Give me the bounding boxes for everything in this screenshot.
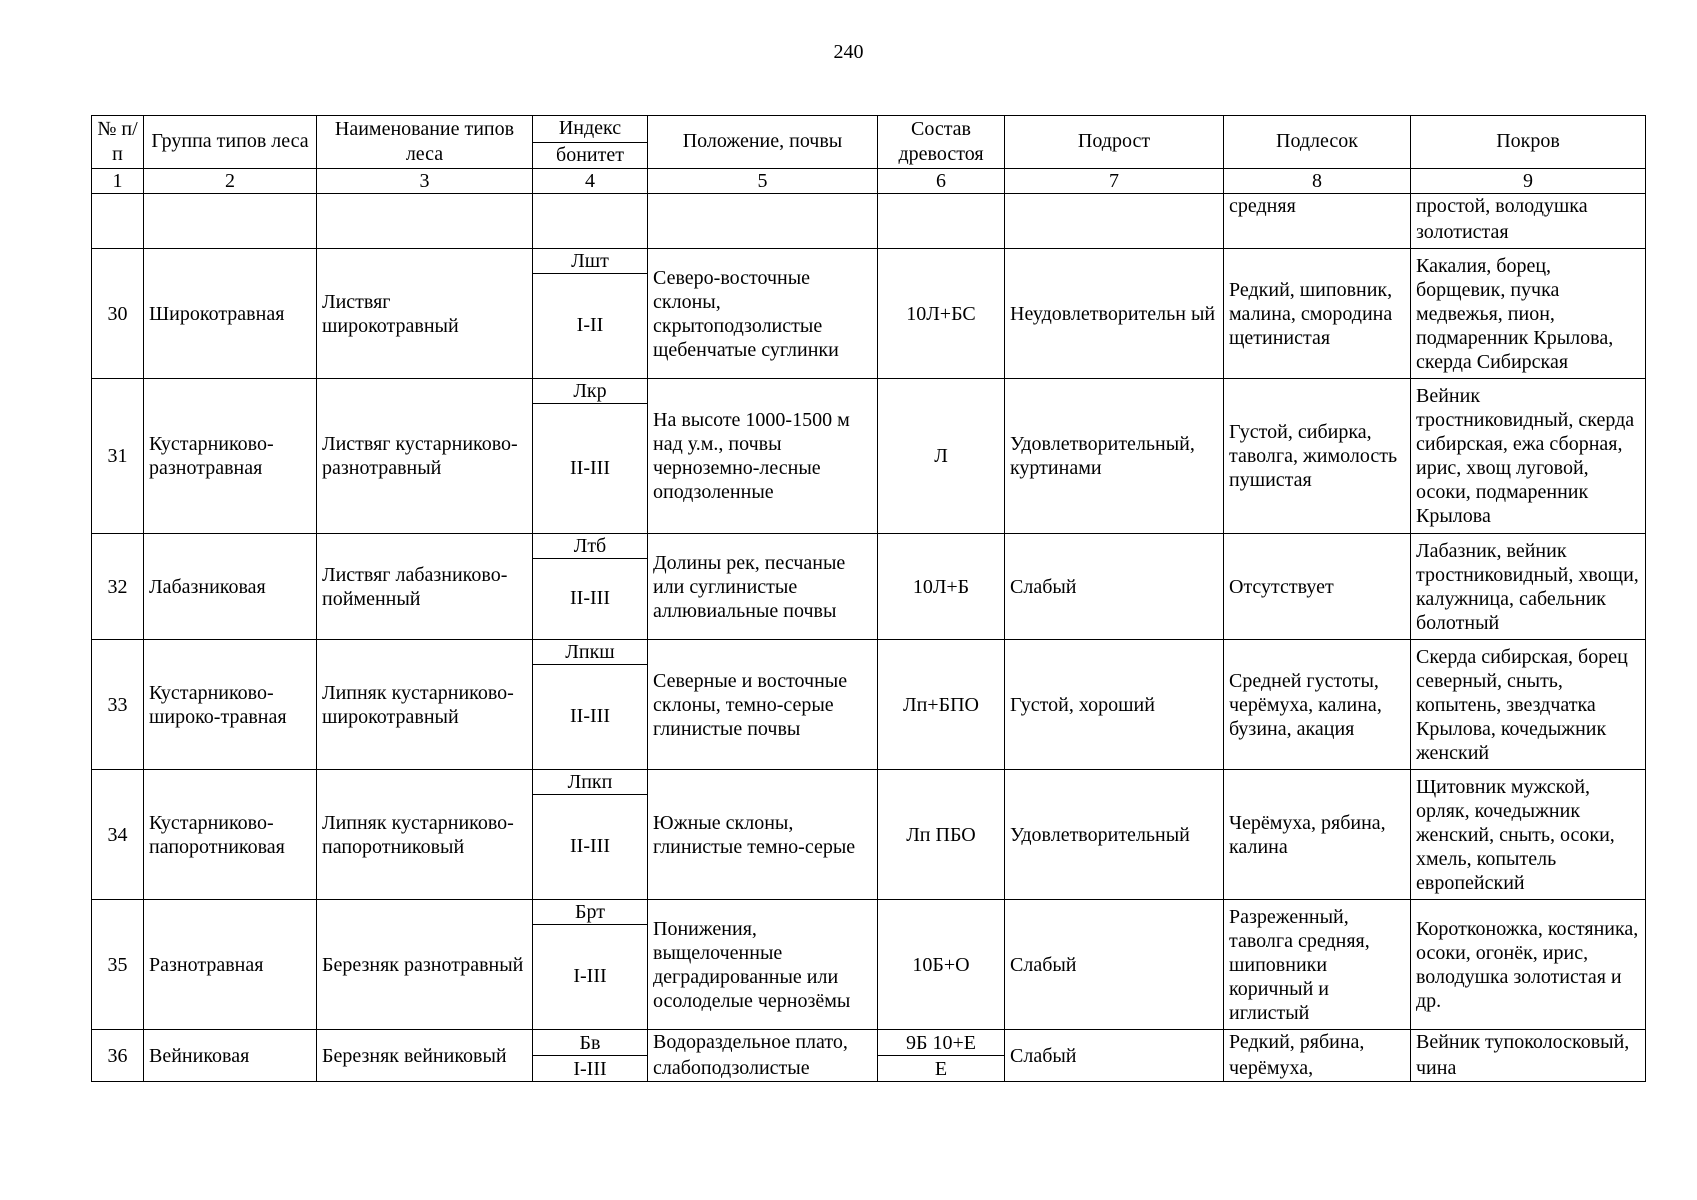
table-cell bbox=[317, 194, 533, 249]
header-col-group: Группа типов леса bbox=[144, 116, 317, 169]
table-cell bbox=[533, 194, 648, 249]
cell-podlesok: Средней густоты, черёмуха, калина, бузина, акация bbox=[1224, 640, 1411, 770]
column-number: 7 bbox=[1005, 169, 1224, 194]
cell-podrost: Густой, хороший bbox=[1005, 640, 1224, 770]
cell-pokrov: Скерда сибирская, борец северный, сныть, копытень, звездчатка Крылова, кочедыжник женский bbox=[1411, 640, 1646, 770]
header-col-num: № п/п bbox=[92, 116, 144, 169]
cell-pokrov: простой, володушка золотистая bbox=[1411, 194, 1646, 249]
header-col-podrost: Подрост bbox=[1005, 116, 1224, 169]
column-number: 4 bbox=[533, 169, 648, 194]
column-number: 8 bbox=[1224, 169, 1411, 194]
cell-pokrov: Вейник тупоколосковый, чина bbox=[1411, 1030, 1646, 1082]
cell-group: Вейниковая bbox=[144, 1030, 317, 1082]
cell-index: Лкр bbox=[533, 379, 648, 404]
column-number: 5 bbox=[648, 169, 878, 194]
cell-name: Липняк кустарниково-широкотравный bbox=[317, 640, 533, 770]
header-col-name: Наименование типов леса bbox=[317, 116, 533, 169]
cell-podlesok: Редкий, рябина, черёмуха, bbox=[1224, 1030, 1411, 1082]
table-cell bbox=[92, 194, 144, 249]
cell-group: Кустарниково-широко-травная bbox=[144, 640, 317, 770]
table-row bbox=[92, 770, 1646, 795]
cell-bonitet: I-III bbox=[533, 925, 648, 1030]
cell-index: Лшт bbox=[533, 249, 648, 274]
cell-group: Широкотравная bbox=[144, 249, 317, 379]
cell-num: 33 bbox=[92, 640, 144, 770]
header-col-podlesok: Подлесок bbox=[1224, 116, 1411, 169]
table-cell bbox=[1005, 194, 1224, 249]
cell-group: Кустарниково-папоротниковая bbox=[144, 770, 317, 900]
cell-composition: 10Б+О bbox=[878, 900, 1005, 1030]
cell-name: Березняк разнотравный bbox=[317, 900, 533, 1030]
cell-name: Липняк кустарниково-папоротниковый bbox=[317, 770, 533, 900]
cell-bonitet: II-III bbox=[533, 795, 648, 900]
column-number: 9 bbox=[1411, 169, 1646, 194]
cell-group: Кустарниково-разнотравная bbox=[144, 379, 317, 534]
cell-podrost: Удовлетворительный bbox=[1005, 770, 1224, 900]
table-cell bbox=[144, 194, 317, 249]
cell-composition: Е bbox=[878, 1056, 1005, 1082]
table-row bbox=[92, 900, 1646, 925]
cell-pokrov: Щитовник мужской, орляк, кочедыжник женский, сныть, осоки, хмель, копытель европейский bbox=[1411, 770, 1646, 900]
cell-podrost: Слабый bbox=[1005, 900, 1224, 1030]
table-row bbox=[92, 640, 1646, 665]
cell-podlesok: Разреженный, таволга средняя, шиповники коричный и иглистый bbox=[1224, 900, 1411, 1030]
cell-position: Северо-восточные склоны, скрытоподзолистые щебенчатые суглинки bbox=[648, 249, 878, 379]
column-number-row bbox=[92, 169, 1646, 194]
header-col-bonitet: бонитет bbox=[533, 142, 648, 169]
cell-bonitet: I-III bbox=[533, 1056, 648, 1082]
header-col-pokrov: Покров bbox=[1411, 116, 1646, 169]
cell-num: 35 bbox=[92, 900, 144, 1030]
cell-composition: 10Л+БС bbox=[878, 249, 1005, 379]
cell-bonitet: II-III bbox=[533, 559, 648, 640]
cell-index: Бв bbox=[533, 1030, 648, 1056]
column-number: 2 bbox=[144, 169, 317, 194]
header-col-composition: Состав древостоя bbox=[878, 116, 1005, 169]
column-number: 1 bbox=[92, 169, 144, 194]
cell-bonitet: I-II bbox=[533, 274, 648, 379]
cell-podlesok: средняя bbox=[1224, 194, 1411, 249]
cell-composition: 9Б 10+Е bbox=[878, 1030, 1005, 1056]
cell-composition: Лп ПБО bbox=[878, 770, 1005, 900]
cell-pokrov: Коротконожка, костяника, осоки, огонёк, ирис, володушка золотистая и др. bbox=[1411, 900, 1646, 1030]
cell-podlesok: Густой, сибирка, таволга, жимолость пушистая bbox=[1224, 379, 1411, 534]
cell-num: 30 bbox=[92, 249, 144, 379]
cell-name: Листвяг лабазниково-пойменный bbox=[317, 534, 533, 640]
cell-group: Лабазниковая bbox=[144, 534, 317, 640]
forest-types-table bbox=[91, 115, 1646, 1082]
cell-pokrov: Лабазник, вейник тростниковидный, хвощи, калужница, сабельник болотный bbox=[1411, 534, 1646, 640]
cell-position: Северные и восточные склоны, темно-серые глинистые почвы bbox=[648, 640, 878, 770]
cell-podrost: Слабый bbox=[1005, 534, 1224, 640]
cell-group: Разнотравная bbox=[144, 900, 317, 1030]
table-cell bbox=[878, 194, 1005, 249]
cell-num: 36 bbox=[92, 1030, 144, 1082]
cell-position: Долины рек, песчаные или суглинистые аллювиальные почвы bbox=[648, 534, 878, 640]
cell-num: 31 bbox=[92, 379, 144, 534]
cell-position: На высоте 1000-1500 м над у.м., почвы черноземно-лесные оподзоленные bbox=[648, 379, 878, 534]
cell-podlesok: Редкий, шиповник, малина, смородина щетинистая bbox=[1224, 249, 1411, 379]
table-row bbox=[92, 379, 1646, 404]
cell-name: Листвяг широкотравный bbox=[317, 249, 533, 379]
cell-position: Понижения, выщелоченные деградированные или осолоделые чернозёмы bbox=[648, 900, 878, 1030]
page-number: 240 bbox=[833, 41, 864, 63]
cell-position: Водораздельное плато, слабоподзолистые bbox=[648, 1030, 878, 1082]
cell-bonitet: II-III bbox=[533, 404, 648, 534]
cell-composition: Лп+БПО bbox=[878, 640, 1005, 770]
cell-index: Брт bbox=[533, 900, 648, 925]
cell-podlesok: Черёмуха, рябина, калина bbox=[1224, 770, 1411, 900]
table-cell bbox=[648, 194, 878, 249]
cell-name: Березняк вейниковый bbox=[317, 1030, 533, 1082]
cell-podlesok: Отсутствует bbox=[1224, 534, 1411, 640]
cell-podrost: Удовлетворительный, куртинами bbox=[1005, 379, 1224, 534]
cell-num: 32 bbox=[92, 534, 144, 640]
column-number: 6 bbox=[878, 169, 1005, 194]
cell-pokrov: Вейник тростниковидный, скерда сибирская, ежа сборная, ирис, хвощ луговой, осоки, подмаренник Крылова bbox=[1411, 379, 1646, 534]
cell-index: Лпкп bbox=[533, 770, 648, 795]
cell-index: Лпкш bbox=[533, 640, 648, 665]
header-row bbox=[92, 116, 1646, 143]
table-row bbox=[92, 1030, 1646, 1056]
cell-composition: 10Л+Б bbox=[878, 534, 1005, 640]
cell-num: 34 bbox=[92, 770, 144, 900]
continuation-row bbox=[92, 194, 1646, 249]
cell-position: Южные склоны, глинистые темно-серые bbox=[648, 770, 878, 900]
cell-podrost: Слабый bbox=[1005, 1030, 1224, 1082]
table-row bbox=[92, 249, 1646, 274]
column-number: 3 bbox=[317, 169, 533, 194]
cell-pokrov: Какалия, борец, борщевик, пучка медвежья, пион, подмаренник Крылова, скерда Сибирская bbox=[1411, 249, 1646, 379]
cell-index: Лтб bbox=[533, 534, 648, 559]
table-row bbox=[92, 534, 1646, 559]
header-col-position: Положение, почвы bbox=[648, 116, 878, 169]
header-col-index: Индекс bbox=[533, 116, 648, 143]
cell-name: Листвяг кустарниково-разнотравный bbox=[317, 379, 533, 534]
cell-bonitet: II-III bbox=[533, 665, 648, 770]
cell-podrost: Неудовлетворительн ый bbox=[1005, 249, 1224, 379]
cell-composition: Л bbox=[878, 379, 1005, 534]
